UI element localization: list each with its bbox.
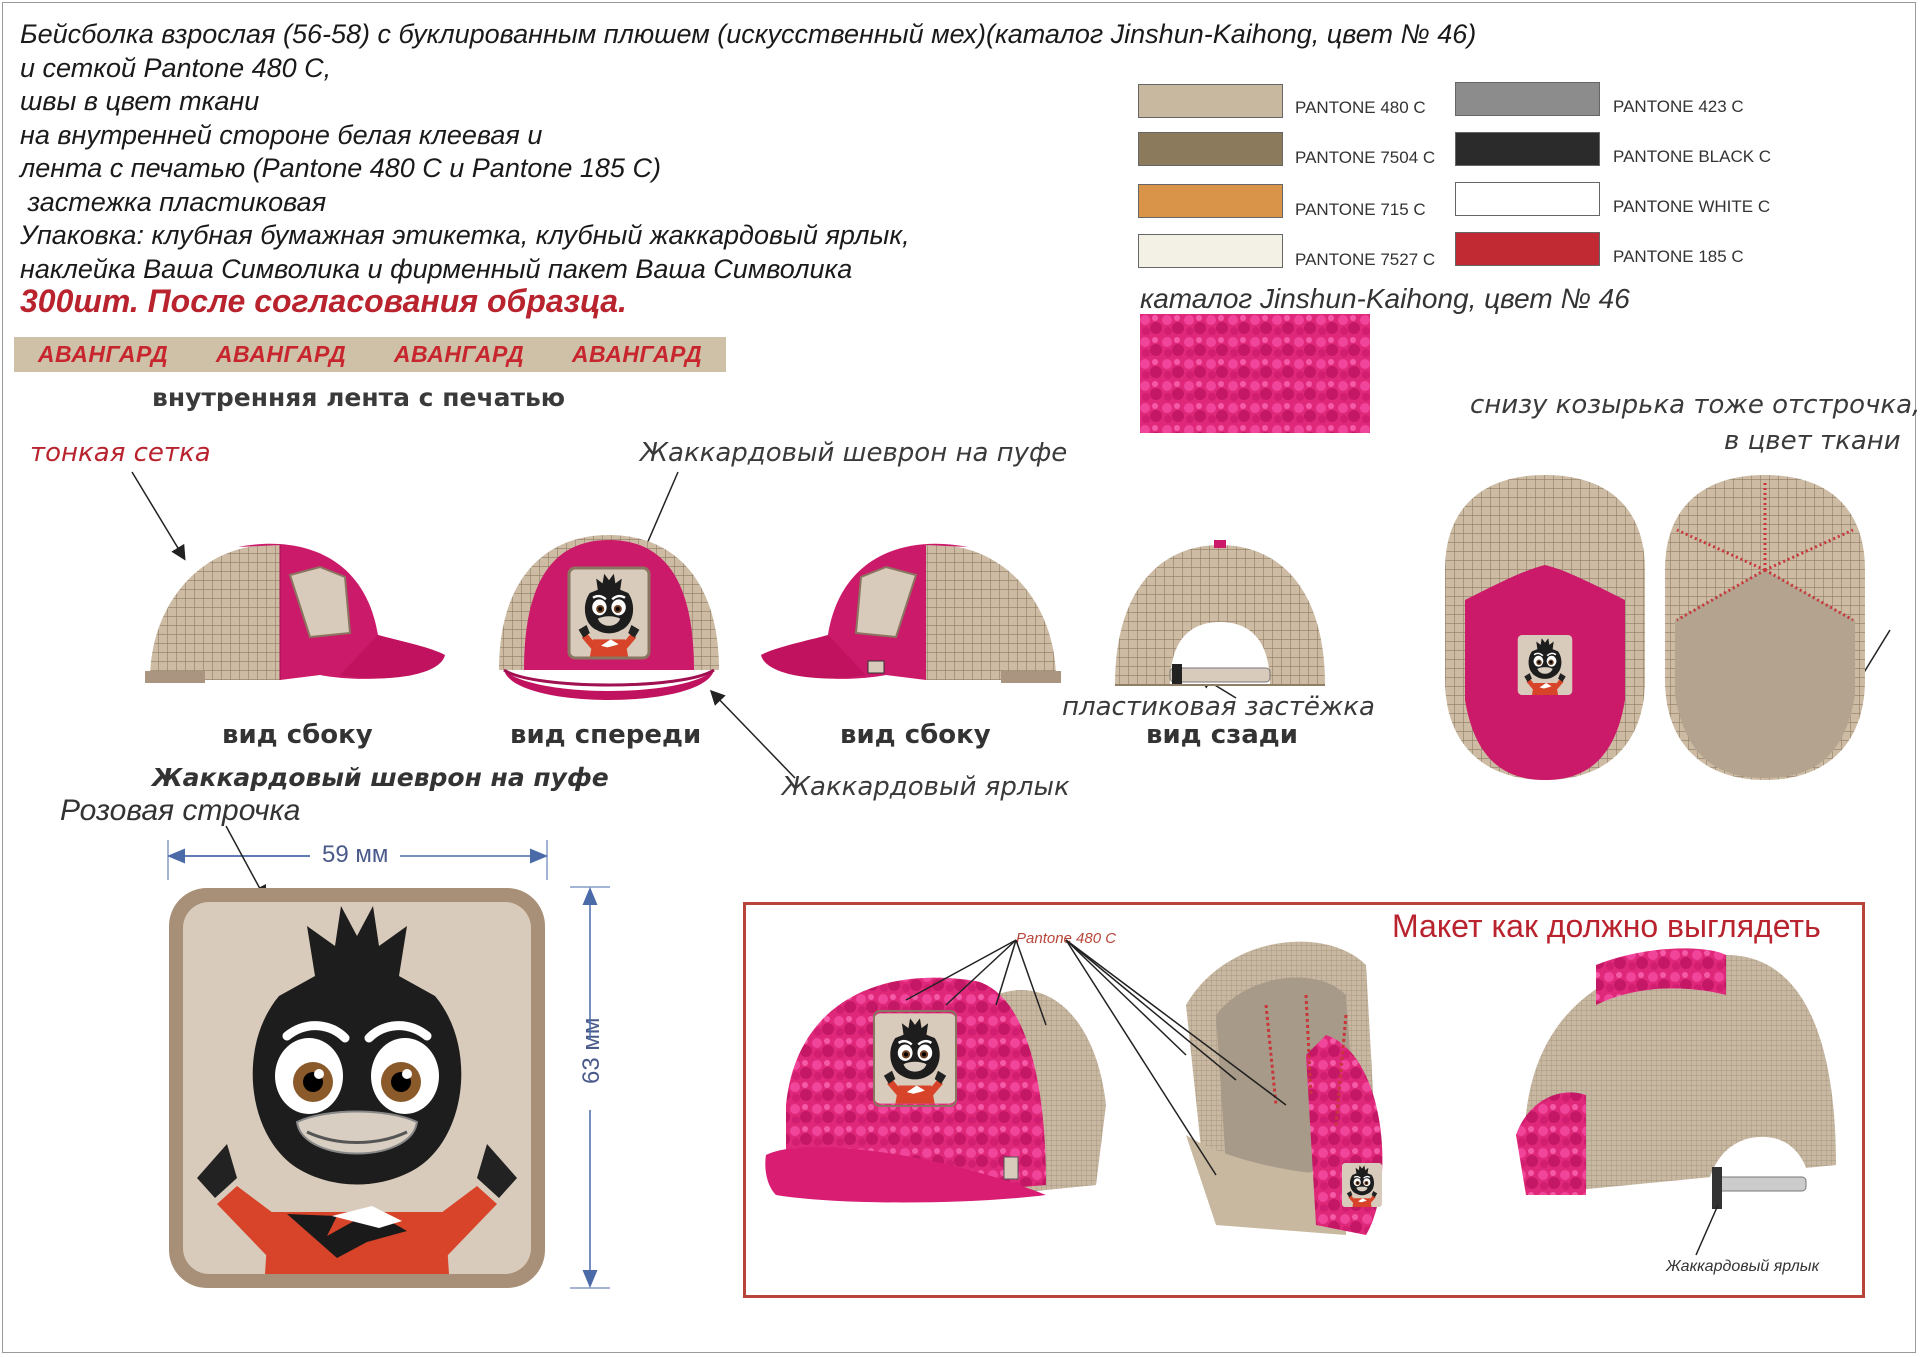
visor-stitch-note: снизу козырька тоже отстрочка, <box>1470 390 1920 420</box>
swatch-label: PANTONE 185 C <box>1613 247 1744 266</box>
patch-width-label: 59 мм <box>322 841 389 868</box>
jacquard-patch-note: Жаккардовый шеврон на пуфе <box>640 438 1068 468</box>
description-line: застежка пластиковая <box>20 186 327 217</box>
description-line: на внутренней стороне белая клеевая и <box>20 119 543 150</box>
swatch-label: PANTONE 7527 C <box>1295 250 1436 269</box>
fabric-catalog-label: каталог Jinshun-Kaihong, цвет № 46 <box>1140 283 1630 314</box>
view-label-back: вид сзади <box>1146 720 1299 750</box>
swatch-label: PANTONE 480 C <box>1295 98 1426 117</box>
thin-mesh-note: тонкая сетка <box>30 438 211 468</box>
swatch-label: PANTONE BLACK C <box>1613 147 1772 166</box>
quantity-note: 300шт. После согласования образца. <box>20 283 627 319</box>
swatch-label: PANTONE 715 C <box>1295 200 1426 219</box>
mockup-label-note: Жаккардовый ярлык <box>1666 1258 1820 1275</box>
swatch-label: PANTONE 7504 C <box>1295 148 1436 167</box>
mockup-photos <box>746 905 1862 1295</box>
tape-word: АВАНГАРД <box>393 341 525 367</box>
jacquard-label-note: Жаккардовый ярлык <box>782 772 1070 802</box>
patch-height-label: 63 мм <box>578 1017 605 1084</box>
tape-word: АВАНГАРД <box>37 341 169 367</box>
plastic-clasp-note: пластиковая застёжка <box>1062 692 1375 722</box>
description-line: лента с печатью (Pantone 480 C и Pantone 185 C) <box>20 153 661 183</box>
tape-word: АВАНГАРД <box>215 341 347 367</box>
visor-stitch-note: в цвет ткани <box>1724 426 1901 456</box>
mockup-title: Макет как должно выглядеть <box>1392 908 1821 944</box>
mockup-pantone-label: Pantone 480 C <box>1016 930 1117 947</box>
description-line: швы в цвет ткани <box>20 86 260 116</box>
patch-mascot <box>167 886 547 1290</box>
patch-stitch-label: Розовая строчка <box>60 794 301 827</box>
description-line: Упаковка: клубная бумажная этикетка, клубный жаккардовый ярлык, <box>20 220 910 250</box>
patch-title: Жаккардовый шеврон на пуфе <box>152 763 609 792</box>
view-label-front: вид спереди <box>510 720 702 750</box>
view-label-side: вид сбоку <box>840 720 991 750</box>
swatch-label: PANTONE 423 C <box>1613 97 1744 116</box>
tape-caption: внутренняя лента с печатью <box>152 383 566 412</box>
view-label-side: вид сбоку <box>222 720 373 750</box>
description-line: Бейсболка взрослая (56-58) с буклированным плюшем (искусственный мех)(каталог Jinshun-Kaihong, цвет № 46) <box>20 19 1477 49</box>
description-line: наклейка Ваша Символика и фирменный пакет Ваша Символика <box>20 253 853 284</box>
swatch-label: PANTONE WHITE C <box>1613 197 1771 216</box>
tape-word: АВАНГАРД <box>571 341 703 367</box>
description-line: и сеткой Pantone 480 C, <box>20 52 332 83</box>
